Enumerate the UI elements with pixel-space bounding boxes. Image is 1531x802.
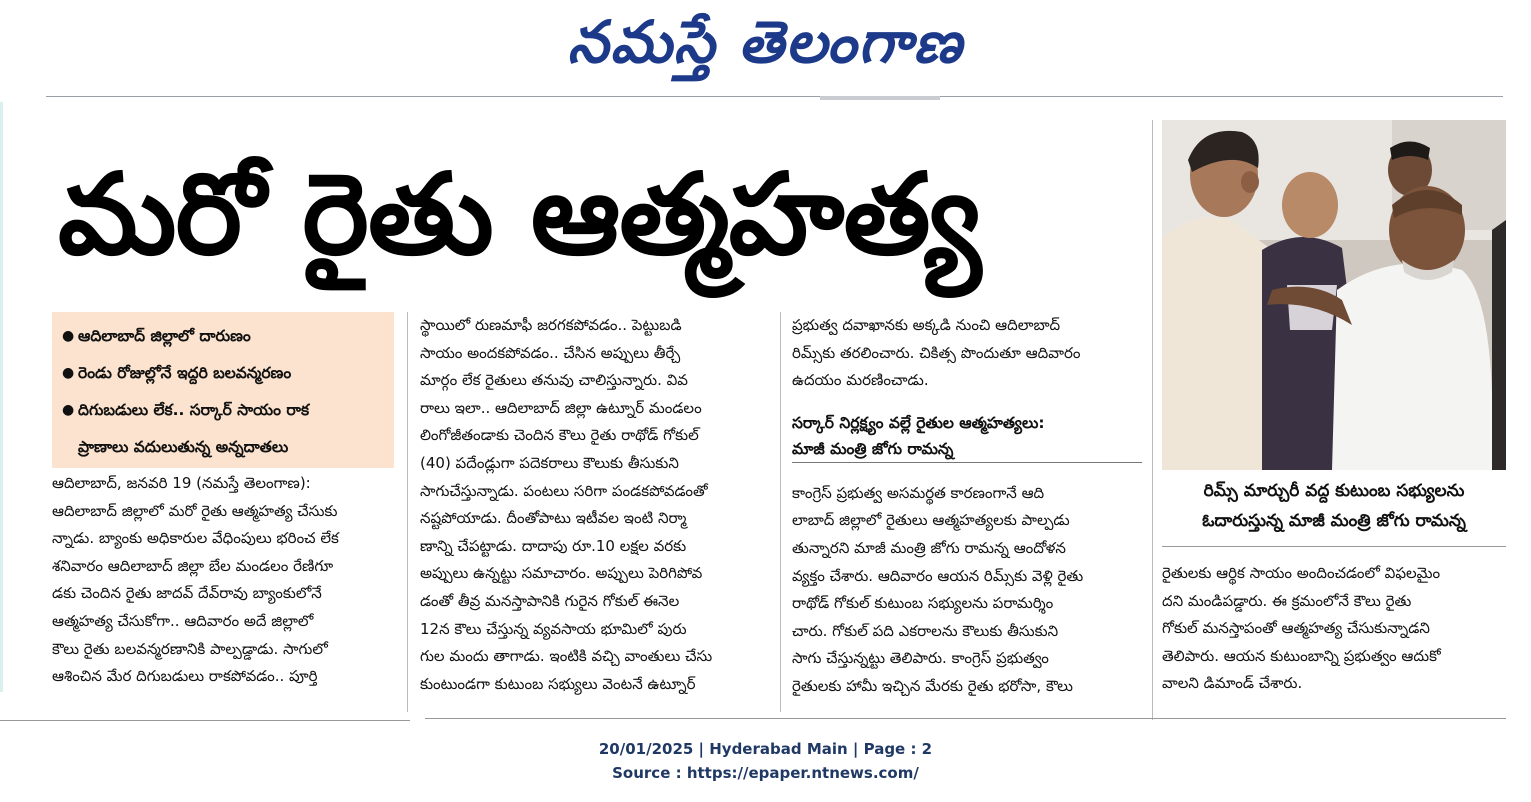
photo-caption-line: రిమ్స్ మార్చురీ వద్ద కుటుంబ సభ్యులను [1203, 481, 1465, 501]
highlight-text: రెండు రోజుల్లోనే ఇద్దరి బలవన్మరణం [78, 364, 292, 382]
article-line: ప్రభుత్వ దవాఖానకు అక్కడి నుంచి ఆదిలాబాద్ [792, 316, 1061, 334]
article-line: చారు. గోకుల్ పది ఎకరాలను కౌలుకు తీసుకుని [792, 621, 1059, 640]
article-line: కుంటుండగా కుటుంబ సభ్యులు వెంటనే ఉట్నూర్ [420, 674, 696, 693]
article-line: రాలు ఇలా.. ఆదిలాబాద్ జిల్లా ఉట్నూర్ మండలం [420, 398, 702, 417]
article-line: సాగు చేస్తున్నట్టు తెలిపారు. కాంగ్రెస్ ప్రభుత్వం [792, 649, 1049, 668]
highlight-item [62, 318, 394, 355]
bullet-icon: ● [62, 365, 75, 381]
footer-edition-info: 20/01/2025 | Hyderabad Main | Page : 2 [598, 740, 933, 758]
article-line: డంతో తీవ్ర మనస్తాపానికి గురైన గోకుల్ ఈనెల [420, 591, 680, 610]
article-line: ఉదయం మరణించాడు. [792, 371, 929, 390]
news-photo [1162, 120, 1506, 470]
headline: మరో రైతు ఆత్మహత్య [58, 150, 981, 280]
masthead-logo: నమస్తే తెలంగాణ [567, 8, 964, 76]
column-divider [780, 312, 781, 712]
highlight-text: దిగుబడులు లేక.. సర్కార్ సాయం రాక [78, 401, 310, 419]
caption-rule [1162, 546, 1506, 547]
bullet-icon: ● [62, 328, 75, 344]
article-column-3 [792, 312, 1142, 701]
article-line: రిమ్స్‌కు తరలించారు. చికిత్స పొందుతూ ఆదివారం [792, 343, 1081, 362]
article-line: రైతులకు హామీ ఇచ్చిన మేరకు రైతు భరోసా, కౌలు [792, 676, 1073, 695]
article-line: సాగుచేస్తున్నాడు. పంటలు సరిగా పండకపోవడంతో [420, 481, 708, 500]
highlight-item-continuation [62, 429, 394, 466]
article-line: మార్గం లేక రైతులు తనువు చాలిస్తున్నారు. వివ [420, 371, 688, 390]
article-line: న్నాడు. బ్యాంకు అధికారుల వేధింపులు భరించ లేక [52, 529, 339, 548]
article-line: తున్నారని మాజీ మంత్రి జోగు రామన్న ఆందోళన [792, 538, 1066, 557]
article-line: వ్యక్తం చేశారు. ఆదివారం ఆయన రిమ్స్‌కు వెళ్లి రైతు [792, 566, 1084, 585]
subheading-line: సర్కార్ నిర్లక్ష్యం వల్లే రైతుల ఆత్మహత్యలు: [792, 414, 1045, 432]
highlights-box [52, 312, 394, 468]
column-divider [407, 312, 408, 712]
article-line: ఆత్మహత్య చేసుకోగా.. ఆదివారం అదే జిల్లాలో [52, 611, 314, 630]
article-line: సాయం అందకపోవడం.. చేసిన అప్పులు తీర్చే [420, 343, 681, 362]
article-column-1 [52, 470, 394, 691]
article-line: శనివారం ఆదిలాబాద్ జిల్లా బేల మండలం రేణిగూ [52, 556, 334, 575]
article-line: నష్టపోయాడు. దీంతోపాటు ఇటీవల ఇంటి నిర్మా [420, 509, 687, 528]
article-line: ఆదిలాబాద్, జనవరి 19 (నమస్తే తెలంగాణ): [52, 474, 311, 492]
article-line: తెలిపారు. ఆయన కుటుంబాన్ని ప్రభుత్వం ఆదుకో [1162, 646, 1441, 665]
article-line: (40) పదేండ్లుగా పదెకరాలు కౌలుకు తీసుకుని [420, 453, 679, 472]
article-column-2 [420, 312, 768, 698]
news-photo-illustration [1162, 120, 1506, 470]
highlight-item [62, 392, 394, 429]
article-column-4 [1162, 560, 1506, 698]
footer-source-link[interactable]: Source : https://epaper.ntnews.com/ [612, 764, 919, 782]
photo-caption [1162, 476, 1506, 542]
article-line: 12న కౌలు చేస్తున్న వ్యవసాయ భూమిలో పురు [420, 619, 687, 638]
article-line: లింగోజీతండాకు చెందిన కౌలు రైతు రాథోడ్ గోకుల్ [420, 426, 699, 445]
article-line: అప్పులు ఉన్నట్టు సమాచారం. అప్పులు పెరిగిపోవ [420, 564, 703, 583]
subheading [792, 410, 1142, 462]
article-line: డకు చెందిన రైతు జాదవ్ దేవ్‌రావు బ్యాంకులోనే [52, 584, 322, 603]
highlight-text: ఆదిలాబాద్ జిల్లాలో దారుణం [78, 327, 251, 345]
article-line: ఆశించిన మేర దిగుబడులు రాకపోవడం.. పూర్తి [52, 667, 318, 686]
highlight-text: ప్రాణాలు వదులుతున్న అన్నదాతలు [78, 438, 289, 456]
column-divider [1152, 120, 1153, 720]
article-line: కౌలు రైతు బలవన్మరణానికి పాల్పడ్డాడు. సాగులో [52, 639, 328, 658]
article-line: గుల మందు తాగాడు. ఇంటికి వచ్చి వాంతులు చేసు [420, 647, 713, 666]
bottom-rule [0, 720, 410, 721]
page-edge-strip [0, 102, 3, 692]
article-line: గోకుల్ మనస్తాపంతో ఆత్మహత్య చేసుకున్నాడని [1162, 619, 1430, 638]
article-line: రైతులకు ఆర్థిక సాయం అందించడంలో విఫలమైం [1162, 564, 1441, 582]
article-line: వాలని డిమాండ్ చేశారు. [1162, 674, 1303, 693]
article-line: రాథోడ్ గోకుల్ కుటుంబ సభ్యులను పరామర్శిం [792, 594, 1054, 613]
article-line: ణాన్ని చేపట్టాడు. దాదాపు రూ.10 లక్షల వరకు [420, 536, 687, 555]
masthead-rule [0, 96, 1531, 99]
masthead [0, 0, 1531, 90]
photo-caption-line: ఓదారుస్తున్న మాజీ మంత్రి జోగు రామన్న [1202, 511, 1466, 531]
bullet-icon: ● [62, 402, 75, 418]
article-line: లాబాద్ జిల్లాలో రైతులు ఆత్మహత్యలకు పాల్పడు [792, 511, 1070, 530]
highlight-item [62, 355, 394, 392]
article-line: స్థాయిలో రుణమాఫీ జరగకపోవడం.. పెట్టుబడి [420, 316, 682, 334]
article-line: ఆదిలాబాద్ జిల్లాలో మరో రైతు ఆత్మహత్య చేసుకు [52, 501, 338, 520]
subheading-line: మాజీ మంత్రి జోగు రామన్న [792, 440, 954, 458]
article-line: దని మండిపడ్డారు. ఈ క్రమంలోనే కౌలు రైతు [1162, 591, 1412, 610]
article-line: కాంగ్రెస్ ప్రభుత్వ అసమర్థత కారణంగానే ఆది [792, 483, 1045, 502]
subheading-rule [792, 462, 1142, 463]
bottom-rule [425, 718, 1506, 719]
